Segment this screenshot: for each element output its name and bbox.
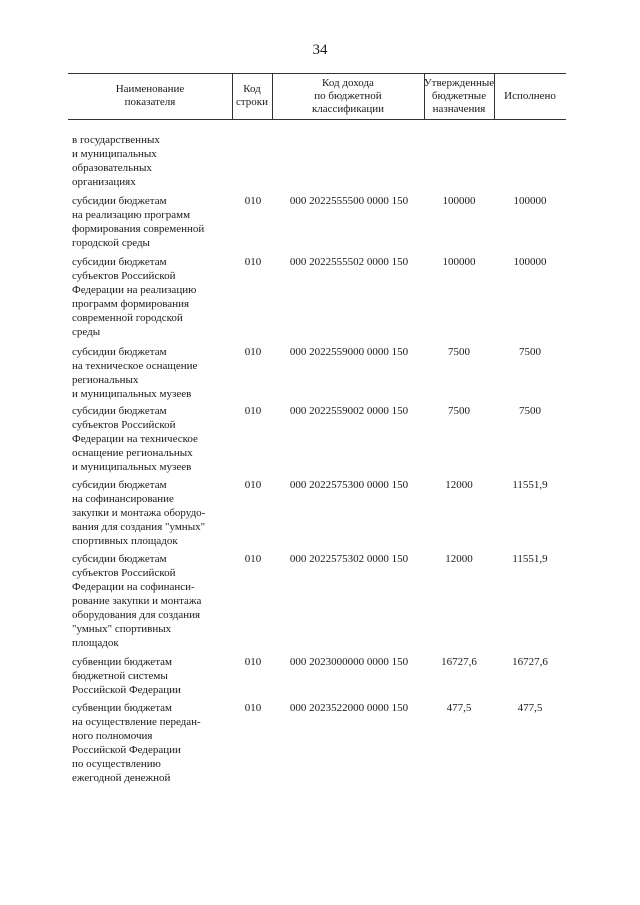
row-kbk: 000 2022555500 0000 150 [289,195,409,207]
header-code: Код строки [235,83,269,108]
page-number: 34 [312,42,328,58]
row-exec: 16727,6 [512,656,548,668]
row-name: субсидии бюджетам на техническое оснащение региональных и муниципальных музеев [72,346,198,400]
row-name: субвенции бюджетам на осуществление передан- ного полномочия Российской Федерации по осуществлению ежегодной денежной [72,702,201,784]
row-exec: 11551,9 [512,553,548,565]
row-plan: 12000 [445,553,473,565]
row-kbk: 000 2022575300 0000 150 [289,479,409,491]
row-plan: 7500 [448,405,470,417]
row-name: субсидии бюджетам на реализацию программ формирования современной городской среды [72,195,205,249]
row-plan: 100000 [442,195,476,207]
header-kbk: Код дохода по бюджетной классификации [311,76,385,115]
row-code: 010 [244,702,262,714]
row-kbk: 000 2023000000 0000 150 [289,656,409,668]
row-name: в государственных и муниципальных образовательных организациях [72,134,160,188]
row-exec: 7500 [519,405,541,417]
row-kbk: 000 2022559002 0000 150 [289,405,409,417]
header-bottom-rule [68,119,566,120]
row-exec: 100000 [513,256,547,268]
row-exec: 477,5 [517,702,543,714]
header-name: Наименование показателя [115,83,185,108]
row-code: 010 [244,346,262,358]
row-exec: 7500 [519,346,541,358]
row-name: субвенции бюджетам бюджетной системы Российской Федерации [72,656,181,696]
row-exec: 11551,9 [512,479,548,491]
row-plan: 100000 [442,256,476,268]
row-code: 010 [244,405,262,417]
row-name: субсидии бюджетам субъектов Российской Федерации на техническое оснащение региональных и муниципальных музеев [72,405,198,473]
row-code: 010 [244,553,262,565]
row-exec: 100000 [513,195,547,207]
row-code: 010 [244,479,262,491]
row-kbk: 000 2022575302 0000 150 [289,553,409,565]
row-plan: 12000 [445,479,473,491]
header-plan: Утвержденные бюджетные назначения [423,76,495,115]
row-code: 010 [244,195,262,207]
row-kbk: 000 2022559000 0000 150 [289,346,409,358]
row-name: субсидии бюджетам субъектов Российской Федерации на софинанси- рование закупки и монтажа оборудования для создания "умных" спортивных площадок [72,553,202,649]
row-kbk: 000 2022555502 0000 150 [289,256,409,268]
row-name: субсидии бюджетам на софинансирование закупки и монтажа оборудо- вания для создания "умных" спортивных площадок [72,479,206,547]
row-plan: 16727,6 [441,656,477,668]
row-kbk: 000 2023522000 0000 150 [289,702,409,714]
row-code: 010 [244,656,262,668]
header-exec: Исполнено [504,89,556,102]
row-name: субсидии бюджетам субъектов Российской Федерации на реализацию программ формирования современной городской среды [72,256,197,338]
row-plan: 7500 [448,346,470,358]
row-code: 010 [244,256,262,268]
row-plan: 477,5 [446,702,472,714]
